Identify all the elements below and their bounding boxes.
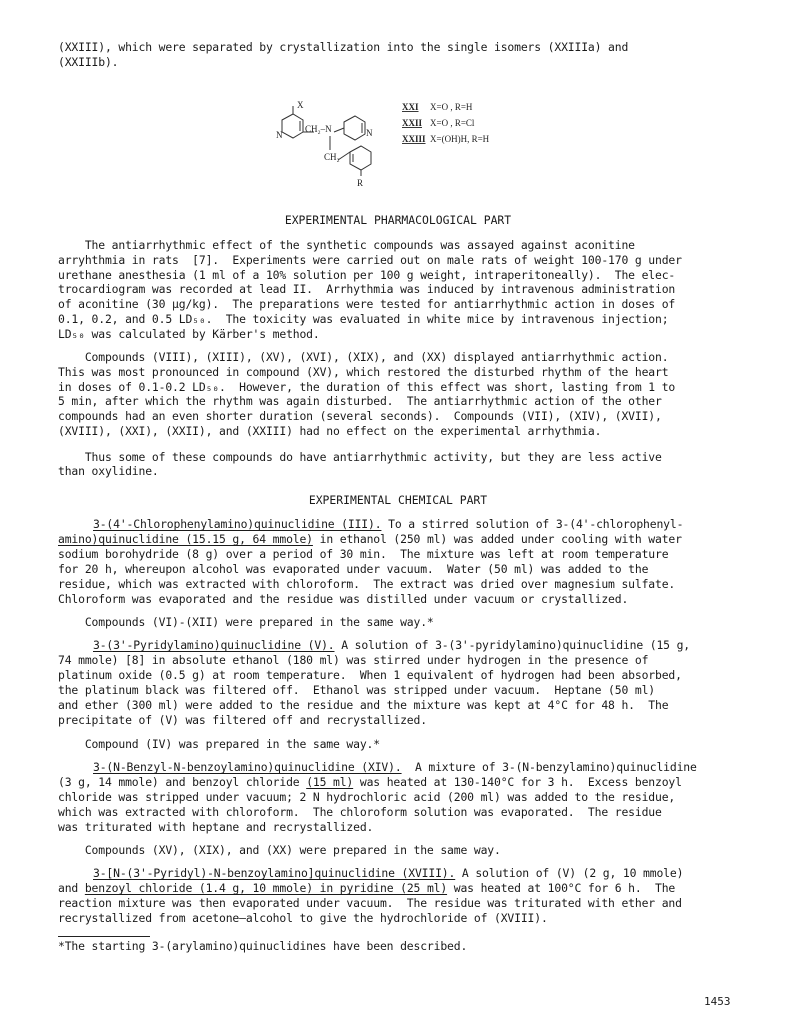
legend-id: XXIII [402,134,426,144]
text-line: Thus some of these compounds do have antiarrhythmic activity, but they are less active [58,450,662,464]
legend-id: XXII [402,118,423,128]
text-line: chloride was stripped under vacuum; 2 N hydrochloric acid (200 ml) was added to the residue, [58,790,676,804]
footnote-rule [58,936,150,937]
procedure-first-line: 3-(4'-Chlorophenylamino)quinuclidine (III). To a stirred solution of 3-(4'-chlorophenyl- [93,517,684,531]
procedure-first-line: 3-(3'-Pyridylamino)quinuclidine (V). A solution of 3-(3'-pyridylamino)quinuclidine (15 g, [93,638,690,652]
legend-text: X=O , R=H [430,102,473,112]
text-line: the platinum black was filtered off. Ethanol was stripped under vacuum. Heptane (50 ml) [58,683,655,697]
text-line: Compounds (XV), (XIX), and (XX) were prepared in the same way. [58,843,501,857]
text-line: arryhthmia in rats [7]. Experiments were carried out on male rats of weight 100-170 g under [58,253,682,267]
text-line: recrystallized from acetone—alcohol to give the hydrochloride of (XVIII). [58,911,548,925]
procedure-first-line: 3-[N-(3'-Pyridyl)-N-benzoylamino]quinuclidine (XVIII). A solution of (V) (2 g, 10 mmole) [93,866,684,880]
text-line: urethane anesthesia (1 ml of a 10% solution per 100 g weight, intraperitoneally). The elec- [58,268,676,282]
text-line: This was most pronounced in compound (XV), which restored the disturbed rhythm of the heart [58,365,669,379]
structure-label: CH₂ [324,152,340,162]
text-line: 5 min, after which the rhythm was again disturbed. The antiarrhythmic action of the other [58,394,662,408]
text-line: (XXIII), which were separated by crystallization into the single isomers (XXIIIa) and [58,40,629,54]
structure-label: R [357,178,364,188]
section-heading: EXPERIMENTAL PHARMACOLOGICAL PART [284,213,512,227]
text-line: LD₅₀ was calculated by Kärber's method. [58,327,320,341]
footnote: *The starting 3-(arylamino)quinuclidines have been described. [58,939,468,953]
text-line: precipitate of (V) was filtered off and recrystallized. [58,713,427,727]
text-line: The antiarrhythmic effect of the synthetic compounds was assayed against aconitine [58,238,635,252]
text-line: trocardiogram was recorded at lead II. Arrhythmia was induced by intravenous administration [58,282,676,296]
text-line: of aconitine (30 μg/kg). The preparations were tested for antiarrhythmic action in doses of [58,297,676,311]
legend-id: XXI [402,102,419,112]
text-line: sodium borohydride (8 g) over a period of 30 min. The mixture was left at room temperature [58,547,669,561]
text-line: Compound (IV) was prepared in the same way.* [58,737,380,751]
text-line: Compounds (VIII), (XIII), (XV), (XVI), (XIX), and (XX) displayed antiarrhythmic action. [58,350,669,364]
structure-label: X [297,100,304,110]
text-line: (3 g, 14 mmole) and benzoyl chloride (15 ml) was heated at 130-140°C for 3 h. Excess benzoyl [58,775,682,789]
page-number: 1453 [704,995,731,1008]
section-heading: EXPERIMENTAL CHEMICAL PART [308,493,488,507]
text-line: residue, which was extracted with chloroform. The extract was dried over magnesium sulfate. [58,577,676,591]
text-line: Chloroform was evaporated and the residue was distilled under vacuum or crystallized. [58,592,629,606]
legend-text: X=O , R=Cl [430,118,475,128]
structure-label: CH₂–N [305,124,332,134]
text-line: and ether (300 ml) were added to the residue and the mixture was kept at 4°C for 48 h. The [58,698,669,712]
text-line: 74 mmole) [8] in absolute ethanol (180 ml) was stirred under hydrogen in the presence of [58,653,649,667]
text-line: platinum oxide (0.5 g) at room temperature. When 1 equivalent of hydrogen had been absorbed, [58,668,682,682]
text-line: and benzoyl chloride (1.4 g, 10 mmole) in pyridine (25 ml) was heated at 100°C for 6 h. The [58,881,676,895]
compound-title: 3-(4'-Chlorophenylamino)quinuclidine (III). [93,517,382,531]
legend-text: X=(OH)H, R=H [430,134,490,144]
text-line: (XVIII), (XXI), (XXII), and (XXIII) had no effect on the experimental arrhythmia. [58,424,602,438]
text-line: 0.1, 0.2, and 0.5 LD₅₀. The toxicity was evaluated in white mice by intravenous injection; [58,312,669,326]
compound-title: 3-(N-Benzyl-N-benzoylamino)quinuclidine (XIV). [93,760,402,774]
text-line: reaction mixture was then evaporated under vacuum. The residue was triturated with ether and [58,896,682,910]
text-line: (XXIIIb). [58,55,119,69]
text-line: amino)quinuclidine (15.15 g, 64 mmole) in ethanol (250 ml) was added under cooling with water [58,532,682,546]
text-line: Compounds (VI)-(XII) were prepared in the same way.* [58,615,434,629]
compound-title: 3-(3'-Pyridylamino)quinuclidine (V). [93,638,335,652]
text-line: which was extracted with chloroform. The chloroform solution was evaporated. The residue [58,805,662,819]
structure-label: N [276,130,283,140]
text-line: was triturated with heptane and recrystallized. [58,820,374,834]
structure-label: N [366,128,373,138]
text-line: for 20 h, whereupon alcohol was evaporated under vacuum. Water (50 ml) was added to the [58,562,649,576]
text-line: in doses of 0.1-0.2 LD₅₀. However, the duration of this effect was short, lasting from 1 to [58,380,676,394]
text-line: compounds had an even shorter duration (several seconds). Compounds (VII), (XIV), (XVII), [58,409,662,423]
procedure-first-line: 3-(N-Benzyl-N-benzoylamino)quinuclidine (XIV). A mixture of 3-(N-benzylamino)quinuclidine [93,760,697,774]
text-line: than oxylidine. [58,464,159,478]
compound-title: 3-[N-(3'-Pyridyl)-N-benzoylamino]quinuclidine (XVIII). [93,866,456,880]
chemical-structure-figure [262,96,522,192]
